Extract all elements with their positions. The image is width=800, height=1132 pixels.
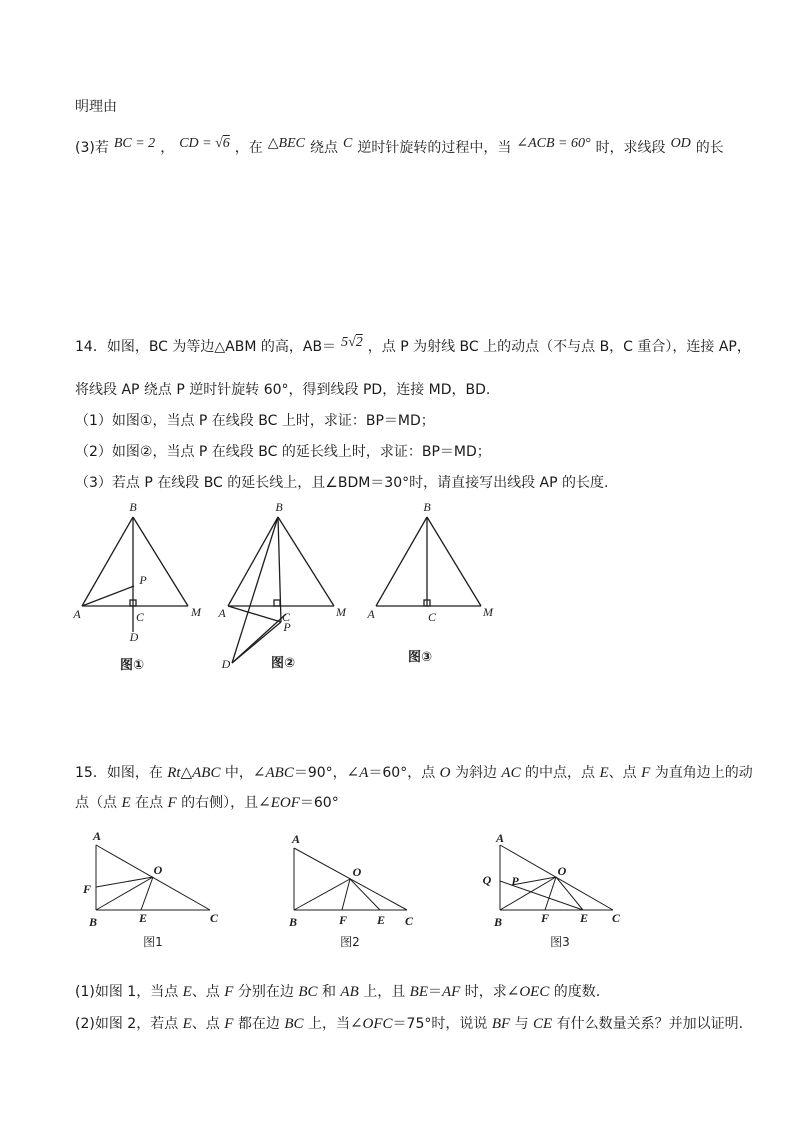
math-segment: BE <box>409 984 428 1000</box>
text-segment: 的长 <box>695 140 724 156</box>
math-segment: F <box>224 984 234 1000</box>
math-segment: E <box>182 1016 192 1032</box>
text-segment: 上，且 <box>358 984 410 1000</box>
q14-part3 <box>75 474 608 492</box>
point-label-b: B <box>88 915 98 929</box>
text-segment: 15．如图，在 <box>75 765 168 781</box>
math-segment: ∠EOF <box>258 795 300 811</box>
text-segment: 上，当 <box>303 1016 350 1032</box>
point-label-c: C <box>427 610 437 624</box>
point-label-m: M <box>483 605 493 619</box>
side-bm <box>133 517 188 606</box>
figure-caption: 图2 <box>340 935 360 949</box>
math-segment: E <box>599 765 609 781</box>
math-segment: F <box>224 1016 234 1032</box>
text-segment: 点（点 <box>75 795 122 811</box>
figure-caption: 图③ <box>407 650 433 665</box>
side-ab <box>376 517 427 606</box>
text-segment: (2)如图 2，若点 <box>75 1016 183 1032</box>
segment-ap <box>82 586 134 606</box>
math-segment: O <box>439 765 451 781</box>
text-segment: ，点 P 为射线 BC 上的动点（不与点 B，C 重合），连接 AP， <box>367 339 751 355</box>
math-segment: F <box>167 795 177 811</box>
segment-ap <box>228 606 281 622</box>
math-segment: AF <box>441 984 461 1000</box>
text-segment: (1)如图 1，当点 <box>75 984 183 1000</box>
math-segment: AC <box>501 765 521 781</box>
hypotenuse-ac <box>96 845 210 910</box>
figure-caption: 图① <box>119 658 145 673</box>
math-segment: AB <box>340 984 359 1000</box>
q14-stem-line1 <box>75 335 751 357</box>
q15-stem-line1 <box>75 764 753 782</box>
figure-caption: 图1 <box>143 935 163 949</box>
math-segment: ∠OFC <box>349 1016 393 1032</box>
segment-of <box>545 877 556 910</box>
text-segment: 时，求线段 <box>595 140 666 156</box>
point-label-a: A <box>73 607 81 621</box>
text-segment: ＝60°，点 <box>368 765 440 781</box>
figure-15-1 <box>82 829 219 949</box>
text-segment: ＝ <box>427 984 442 1000</box>
text-segment: 、点 <box>608 765 642 781</box>
q15-part1 <box>75 983 600 1001</box>
point-label-f: F <box>82 882 92 896</box>
text-segment: (3)若 <box>75 140 109 156</box>
math-segment: CD = √ <box>179 136 223 151</box>
math-segment: BC <box>284 1016 304 1032</box>
math-segment: ∠OEC <box>506 984 550 1000</box>
segment-ob <box>500 877 556 910</box>
side-ab <box>82 517 133 606</box>
point-label-c: C <box>404 914 414 928</box>
text-segment: 、点 <box>191 984 225 1000</box>
hypotenuse-ac <box>294 848 407 910</box>
ray-bc <box>278 517 281 622</box>
segment-po <box>512 877 556 885</box>
point-label-o: O <box>352 865 362 879</box>
point-label-d: D <box>129 630 139 644</box>
segment-bd <box>232 517 278 663</box>
math-segment: Rt△ABC <box>167 765 221 781</box>
point-label-c: C <box>611 911 621 925</box>
point-label-b: B <box>288 915 298 929</box>
q14-stem-line2 <box>75 381 490 399</box>
text-segment: 和 <box>317 984 341 1000</box>
text-segment: 都在边 <box>233 1016 285 1032</box>
segment-pd <box>232 622 281 663</box>
text-segment: 的右侧），且 <box>176 795 259 811</box>
math-segment: △BEC <box>267 136 305 151</box>
point-label-a: A <box>367 607 375 621</box>
segment-of <box>342 879 350 910</box>
figure-caption: 图3 <box>550 935 570 949</box>
point-label-p: P <box>283 620 291 634</box>
math-segment: E <box>121 795 131 811</box>
figure-14-2 <box>217 500 347 671</box>
q13-part3 <box>75 136 724 158</box>
q15-stem-line2 <box>75 794 339 812</box>
segment-of <box>96 877 153 887</box>
text-segment: 在点 <box>130 795 168 811</box>
text-segment: ＝75°时，说说 <box>392 1016 492 1032</box>
q13-reason-line <box>75 98 117 116</box>
point-label-d: D <box>221 657 231 671</box>
math-segment: BF <box>491 1016 511 1032</box>
math-segment: OD <box>670 136 691 151</box>
figure-caption: 图② <box>270 656 296 671</box>
point-label-b: B <box>129 500 137 514</box>
point-label-p: P <box>511 874 519 888</box>
math-segment: F <box>641 765 651 781</box>
text-segment: 绕点 <box>310 140 338 156</box>
point-label-b: B <box>275 500 283 514</box>
side-ab <box>228 517 278 606</box>
right-angle-mark <box>274 600 280 606</box>
point-label-e: E <box>138 911 148 925</box>
right-angle-mark <box>424 600 430 606</box>
point-label-a: A <box>92 829 102 843</box>
math-segment: CE <box>533 1016 553 1032</box>
math-segment: BC = 2 <box>113 136 156 151</box>
point-label-a: A <box>218 606 226 620</box>
segment-ob <box>294 879 350 910</box>
point-label-c: C <box>135 610 145 624</box>
math-segment: E <box>182 984 192 1000</box>
text-segment: 中， <box>220 765 253 781</box>
point-label-o: O <box>557 864 567 878</box>
point-label-a: A <box>291 832 301 846</box>
point-label-e: E <box>376 913 386 927</box>
text-segment: ，在 <box>234 140 263 156</box>
math-segment: ∠ABC <box>252 765 294 781</box>
point-label-c: C <box>209 911 219 925</box>
text-segment: 为斜边 <box>450 765 502 781</box>
segment-oe <box>350 879 380 910</box>
q15-part2 <box>75 1015 743 1033</box>
point-label-f: F <box>338 913 348 927</box>
math-segment: BC <box>298 984 318 1000</box>
point-label-e: E <box>579 911 589 925</box>
text-segment: （3）若点 P 在线段 BC 的延长线上，且∠BDM＝30°时，请直接写出线段 AP 的长度. <box>75 475 609 491</box>
figure-15-2 <box>288 832 414 949</box>
point-label-m: M <box>191 605 201 619</box>
figure-14-3 <box>366 500 494 665</box>
text-segment: 逆时针旋转的过程中，当 <box>357 140 512 156</box>
point-label-b: B <box>493 915 503 929</box>
segment-md <box>232 614 286 663</box>
text-segment: 有什么数量关系？并加以证明. <box>552 1016 744 1032</box>
point-label-p: P <box>139 573 147 587</box>
point-label-b: B <box>423 500 431 514</box>
text-segment: （1）如图①，当点 P 在线段 BC 上时，求证：BP＝MD； <box>75 413 435 429</box>
q14-part1 <box>75 412 435 430</box>
segment-oe <box>556 877 583 910</box>
text-segment: 的度数. <box>549 984 601 1000</box>
side-bm <box>278 517 334 606</box>
point-label-m: M <box>336 605 346 619</box>
text-segment: ＝90°， <box>293 765 347 781</box>
segment-qe <box>500 881 583 910</box>
text-segment: 的中点，点 <box>520 765 600 781</box>
math-segment: 2 <box>355 335 363 350</box>
text-segment: 与 <box>510 1016 534 1032</box>
text-segment: 将线段 AP 绕点 P 逆时针旋转 60°，得到线段 PD，连接 MD，BD. <box>75 382 491 398</box>
text-segment: 14．如图，BC 为等边△ABM 的高，AB＝ <box>75 339 337 355</box>
side-bm <box>427 517 481 606</box>
text-segment: ， <box>160 140 175 156</box>
math-segment: ∠A <box>346 765 369 781</box>
point-label-a: A <box>495 831 505 845</box>
text-segment: 、点 <box>191 1016 225 1032</box>
segment-oe <box>141 877 153 910</box>
text-segment: 为直角边上的动 <box>650 765 753 781</box>
point-label-q: Q <box>482 873 492 887</box>
math-segment: 5√ <box>341 335 356 350</box>
math-segment: ∠ACB = 60° <box>516 136 591 151</box>
point-label-o: O <box>153 863 163 877</box>
text-segment: 时，求 <box>460 984 507 1000</box>
text-segment: 明理由 <box>75 99 117 115</box>
math-segment: 6 <box>222 136 230 151</box>
point-label-c: C <box>281 610 291 624</box>
text-segment: ＝60° <box>299 795 339 811</box>
hypotenuse-ac <box>500 845 613 910</box>
right-angle-mark <box>130 600 136 606</box>
math-segment: C <box>343 136 353 151</box>
figure-14-1 <box>72 500 202 673</box>
segment-ob <box>96 877 153 910</box>
text-segment: 分别在边 <box>233 984 299 1000</box>
figure-15-3 <box>483 831 621 949</box>
text-segment: （2）如图②，当点 P 在线段 BC 的延长线上时，求证：BP＝MD； <box>75 444 491 460</box>
q14-part2 <box>75 443 491 461</box>
point-label-f: F <box>540 911 550 925</box>
